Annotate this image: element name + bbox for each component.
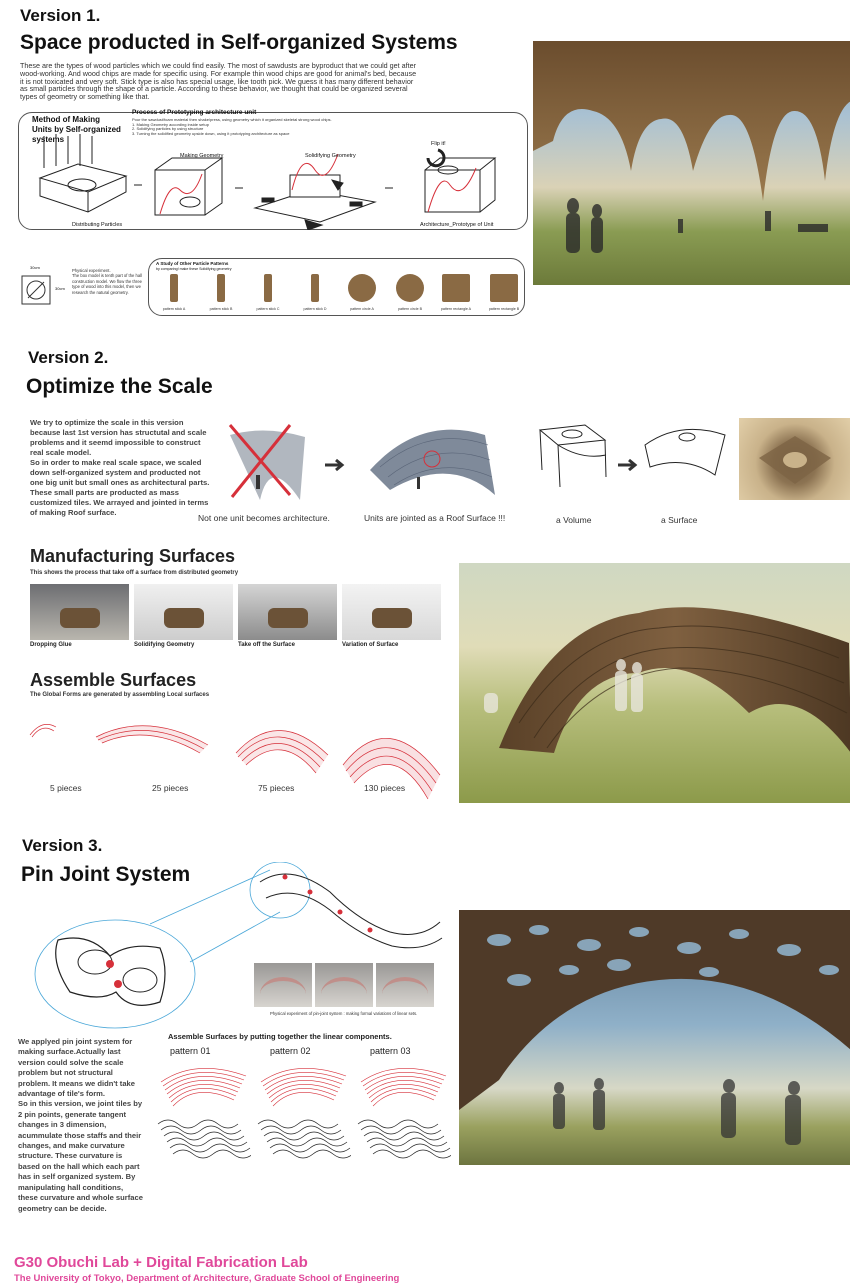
assemble-sub: The Global Forms are generated by assembling Local surfaces	[30, 692, 210, 698]
pin-joint-photo	[376, 963, 434, 1007]
manufacturing-steps	[30, 584, 442, 650]
physical-text: Physical experiment. The box model is tenth part of the hall construction model. We flow the three type of wood into this model, then we research the natural geometry.	[72, 268, 143, 295]
pattern-sample-image	[264, 274, 272, 302]
label-solidifying: Solidifying Geometry	[305, 153, 356, 159]
pattern-study-item	[293, 274, 337, 312]
method-title: Method of Making Units by Self-organized systems	[32, 115, 121, 144]
footer-lab: G30 Obuchi Lab + Digital Fabrication Lab	[14, 1254, 308, 1271]
pin-joint-photo	[315, 963, 373, 1007]
dim-b: 30cm	[55, 286, 65, 291]
pin-patterns	[150, 1046, 440, 1164]
process-title: Process of Prototyping architecture unit	[132, 109, 257, 116]
tile-photo	[739, 418, 850, 500]
manufacturing-step-label: Variation of Surface	[342, 642, 399, 648]
version-2-title: Optimize the Scale	[26, 375, 213, 398]
pattern-study-item	[340, 274, 384, 312]
cap-volume: a Volume	[556, 515, 592, 525]
pattern-sample-image	[442, 274, 470, 302]
pin-pattern-label: pattern 02	[270, 1046, 311, 1056]
piece-count-label: 130 pieces	[364, 783, 406, 793]
piece-count-label: 25 pieces	[152, 783, 189, 793]
pattern-study-item	[199, 274, 243, 312]
label-distributing: Distributing Particles	[72, 222, 123, 228]
version-1-title: Space producted in Self-organized Systems	[20, 31, 458, 54]
pavilion-render-v3	[459, 910, 850, 1165]
box-model-drawing	[18, 268, 58, 308]
manufacturing-title: Manufacturing Surfaces	[30, 546, 236, 566]
pin-pattern-drawing	[356, 1060, 451, 1160]
pattern-label: pattern stick A	[162, 307, 186, 311]
pin-pattern-drawing	[256, 1060, 351, 1160]
pattern-study-item	[482, 274, 526, 312]
label-making: Making Geometry	[180, 153, 224, 159]
pattern-label: pattern rectangle B	[488, 307, 520, 311]
pattern-label: pattern stick B	[209, 307, 233, 311]
pavilion-render-v2	[459, 563, 850, 803]
pattern-sample-image	[170, 274, 178, 302]
patterns-title: A Study of Other Particle Patterns	[156, 261, 229, 266]
piece-count-label: 75 pieces	[258, 783, 295, 793]
version-3-title: Pin Joint System	[21, 863, 191, 886]
version-2-heading: Version 2.	[28, 348, 109, 367]
cap-joined: Units are jointed as a Roof Surface !!!	[364, 513, 506, 523]
pattern-study-item	[246, 274, 290, 312]
pattern-label: pattern circle A	[350, 307, 374, 311]
pattern-study-item	[434, 274, 478, 312]
pin-caption: Physical experiment of pin-joint system : making formal variations of linear sets.	[270, 1011, 418, 1016]
pattern-label: pattern rectangle A	[440, 307, 472, 311]
pattern-label: pattern circle B	[398, 307, 422, 311]
patterns-sub: by comparing! make these Solidifying geometry	[156, 267, 232, 271]
process-diagram	[30, 130, 520, 230]
pattern-sample-image	[348, 274, 376, 302]
pattern-sample-image	[396, 274, 424, 302]
pin-joint-photo	[254, 963, 312, 1007]
v3-assemble-title: Assemble Surfaces by putting together the linear components.	[168, 1032, 392, 1041]
pattern-study-item	[388, 274, 432, 312]
pieces-labels	[30, 783, 450, 797]
pattern-sample-image	[311, 274, 319, 302]
label-prototype: Architecture_Prototype of Unit	[420, 222, 494, 228]
process-steps: Pour the sawdust/foam material then shake/press, using geometry which it organized skeletal strong wood chips. 1. Making Geometry according inside setup 2. Solidifying particles by using structure 3. Turning the solidified geometry upside down, using it prototyping architecture as space	[132, 117, 332, 136]
version-3-text: We applyed pin joint system for making surface.Actually last version could solve the scale problem but not structural problem. It means we didn't take advantage of tile's form. So in this version, we joint tiles by 2 pin points, generate tangent changes in 3 dimension, acummulate those staffs and their changes, and make curvature structure. These curvature is based on the hall which each part has in self organized system. By manipulating hall conditions, these curvature and whole surface geometry can be decide.	[18, 1037, 143, 1213]
pin-pattern-label: pattern 01	[170, 1046, 211, 1056]
manufacturing-photo	[134, 584, 233, 640]
version-3-heading: Version 3.	[22, 836, 103, 855]
pattern-label: pattern stick C	[256, 307, 280, 311]
manufacturing-photo	[238, 584, 337, 640]
manufacturing-step-label: Dropping Glue	[30, 642, 72, 648]
pattern-study-row	[152, 266, 522, 312]
dim-a: 30cm	[30, 265, 40, 270]
pattern-sample-image	[490, 274, 518, 302]
manufacturing-step-label: Solidifying Geometry	[134, 642, 195, 648]
assemble-title: Assemble Surfaces	[30, 670, 197, 690]
version-1-heading: Version 1.	[20, 6, 101, 25]
pin-joint-photos	[254, 963, 436, 1009]
manufacturing-photo	[342, 584, 441, 640]
pattern-study-item	[152, 274, 196, 312]
pour-arrows	[44, 134, 92, 168]
pattern-sample-image	[217, 274, 225, 302]
version-2-text: We try to optimize the scale in this version because last 1st version has structutal and scale problems and it seemd impossible to construct real scale model. So in order to make real scale space, we scaled down self-organized system and producted not one big unit but small ones as architectural parts. These small parts are producted as mass customized tiles. We arrayed and jointed in terms of making Roof surface.	[30, 418, 210, 517]
label-flip: Flip it!	[431, 141, 446, 147]
pin-pattern-drawing	[156, 1060, 251, 1160]
cap-surface: a Surface	[661, 515, 698, 525]
piece-count-label: 5 pieces	[50, 783, 82, 793]
manufacturing-step-label: Take off the Surface	[238, 642, 295, 648]
pin-joint-diagram	[30, 862, 450, 1047]
footer-university: The University of Tokyo, Department of Architecture, Graduate School of Engineering	[14, 1273, 400, 1284]
scale-diagram	[220, 415, 740, 515]
manufacturing-photo	[30, 584, 129, 640]
manufacturing-sub: This shows the process that take off a surface from distributed geometry	[30, 570, 239, 576]
pin-pattern-label: pattern 03	[370, 1046, 411, 1056]
pattern-label: pattern stick D	[303, 307, 327, 311]
pavilion-photo-v1	[533, 41, 850, 285]
version-1-intro: These are the types of wood particles which we could find easily. The most of sawdusts are byproduct that we could get after wood-working. And wood chips are made for specific using. For example thin wood chips are good for animal's bed, because it is not toxicated and very soft. Stick type is also has special usage, like tooth pick. We guess it has many different behavior as small particles through the shape of a particle. According to these behavior, we thought that could be organized several types of geometry or something like that.	[20, 61, 417, 102]
cap-not-one: Not one unit becomes architecture.	[198, 513, 330, 523]
